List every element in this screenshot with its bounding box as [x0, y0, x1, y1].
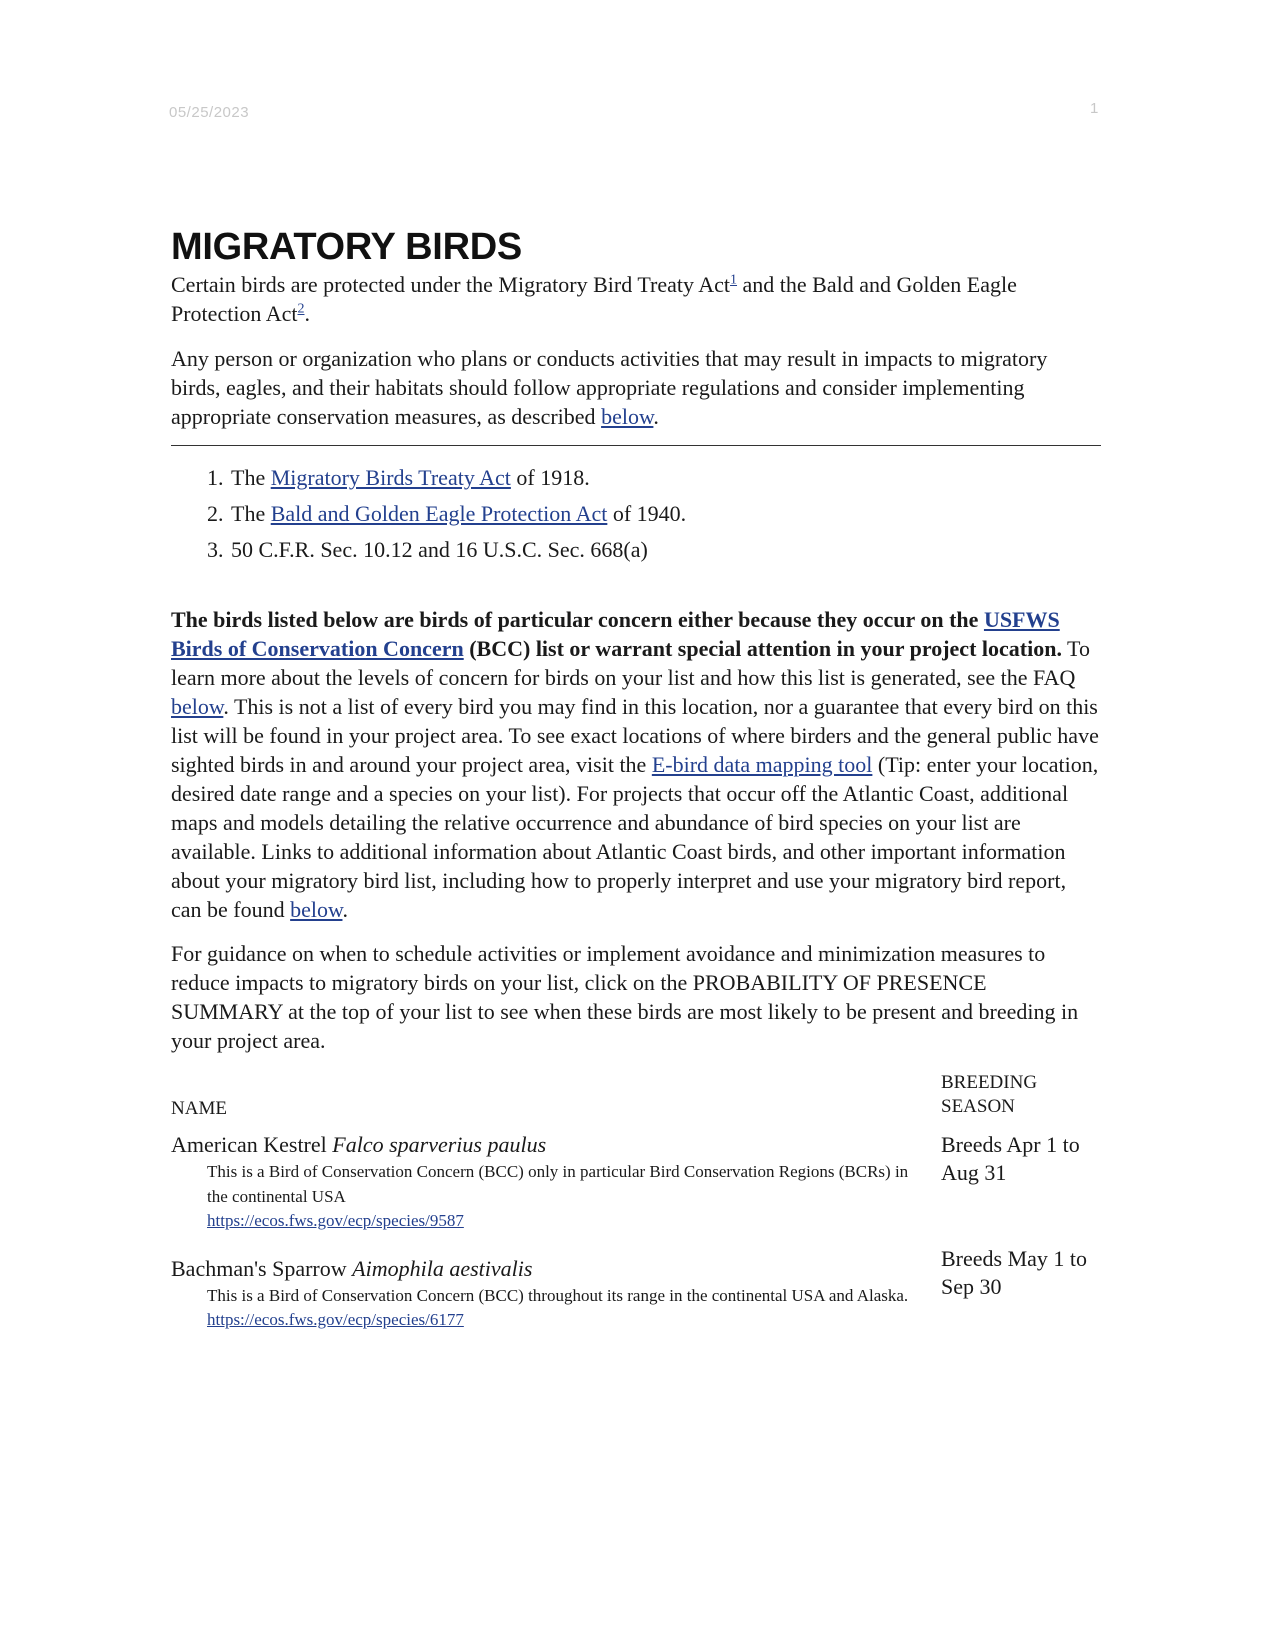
footnote-item [229, 496, 1101, 532]
bird-common-name: American Kestrel [171, 1132, 327, 1157]
column-header-name: NAME [171, 1098, 227, 1119]
bird-name [171, 1245, 931, 1283]
breeding-season: Breeds Apr 1 to Aug 31 [941, 1132, 1080, 1185]
any-person-text: Any person or organization who plans or conducts activities that may result in impacts to migratory birds, eagles, and their habitats should follow appropriate regulations and consider implementing appropriate conservation measures, as described [171, 346, 1048, 429]
table-header-row [171, 1071, 1101, 1121]
species-link[interactable]: https://ecos.fws.gov/ecp/species/6177 [207, 1310, 464, 1329]
bird-table [171, 1071, 1101, 1332]
faq-below-link[interactable]: below [171, 694, 224, 719]
bcc-bold-text: The birds listed below are birds of particular concern either because they occur on the [171, 607, 984, 632]
bird-cell [171, 1121, 931, 1233]
document-body [171, 224, 1101, 1332]
footnote-suffix: of 1940. [607, 501, 687, 526]
intro-text-end: . [304, 301, 310, 326]
footnote-list [171, 460, 1101, 568]
footnote-suffix: of 1918. [510, 465, 590, 490]
bird-scientific-name: Aimophila aestivalis [352, 1256, 533, 1281]
footnote-link-2[interactable]: 2 [297, 301, 305, 317]
footnote-link-1[interactable]: 1 [730, 272, 738, 288]
breeding-season: Breeds May 1 to Sep 30 [941, 1246, 1088, 1299]
column-header-breeding-season: BREEDING SEASON [941, 1072, 1038, 1117]
bird-common-name: Bachman's Sparrow [171, 1256, 347, 1281]
intro-paragraph [171, 270, 1101, 328]
intro-text-middle: and the Bald and Golden Eagle Protection Act [171, 272, 1017, 326]
footnote-prefix: The [231, 465, 271, 490]
bird-cell [171, 1233, 931, 1332]
table-row [171, 1121, 1101, 1233]
bird-name [171, 1121, 931, 1159]
any-person-paragraph [171, 344, 1101, 431]
species-link[interactable]: https://ecos.fws.gov/ecp/species/9587 [207, 1211, 464, 1230]
bald-golden-eagle-act-link[interactable]: Bald and Golden Eagle Protection Act [270, 501, 608, 526]
page-title: MIGRATORY BIRDS [171, 226, 522, 268]
ebird-mapping-tool-link[interactable]: E-bird data mapping tool [651, 752, 873, 777]
bcc-text-3: (Tip: enter your location, desired date range and a species on your list). For projects that occur off the Atlantic Coast, additional maps and models detailing the relative occurrence and abundance of bird species on your list are available. Links to additional information about Atlantic Coast birds, and other important information about your migratory bird list, including how to properly interpret and use your migratory bird report, can be found [171, 752, 1099, 922]
footnote-prefix: 50 C.F.R. Sec. 10.12 and 16 U.S.C. Sec. 668(a) [231, 537, 648, 562]
found-below-link[interactable]: below [290, 897, 343, 922]
bcc-paragraph [171, 605, 1101, 924]
below-link[interactable]: below [601, 404, 654, 429]
bcc-bold-text-2: (BCC) list or warrant special attention in your project location. [463, 636, 1062, 661]
bird-description: This is a Bird of Conservation Concern (BCC) throughout its range in the continental USA and Alaska. [207, 1286, 909, 1305]
footnote-prefix: The [231, 501, 271, 526]
bird-scientific-name: Falco sparverius paulus [332, 1132, 547, 1157]
footnote-item [229, 460, 1101, 496]
any-person-end: . [653, 404, 659, 429]
migratory-birds-treaty-act-link[interactable]: Migratory Birds Treaty Act [270, 465, 511, 490]
footnote-item [229, 532, 1101, 568]
bcc-text-4: . [342, 897, 348, 922]
print-date: 05/25/2023 [169, 104, 250, 121]
bcc-text-1: To learn more about the levels of concern for birds on your list and how this list is generated, see the FAQ [171, 636, 1090, 690]
guidance-paragraph: For guidance on when to schedule activities or implement avoidance and minimization measures to reduce impacts to migratory birds on your list, click on the PROBABILITY OF PRESENCE SUMMARY at the top of your list to see when these birds are most likely to be present and breeding in your project area. [171, 941, 1079, 1053]
usfws-bcc-link[interactable]: USFWS Birds of Conservation Concern [171, 607, 1060, 661]
table-row [171, 1233, 1101, 1332]
intro-text: Certain birds are protected under the Migratory Bird Treaty Act [171, 272, 731, 297]
section-divider [171, 445, 1101, 446]
bcc-text-2: . This is not a list of every bird you may find in this location, nor a guarantee that every bird on this list will be found in your project area. To see exact locations of where birders and the general public have sighted birds in and around your project area, visit the [171, 694, 1099, 777]
page-number: 1 [1090, 100, 1099, 117]
bird-description: This is a Bird of Conservation Concern (BCC) only in particular Bird Conservation Regions (BCRs) in the continental USA [207, 1162, 909, 1206]
